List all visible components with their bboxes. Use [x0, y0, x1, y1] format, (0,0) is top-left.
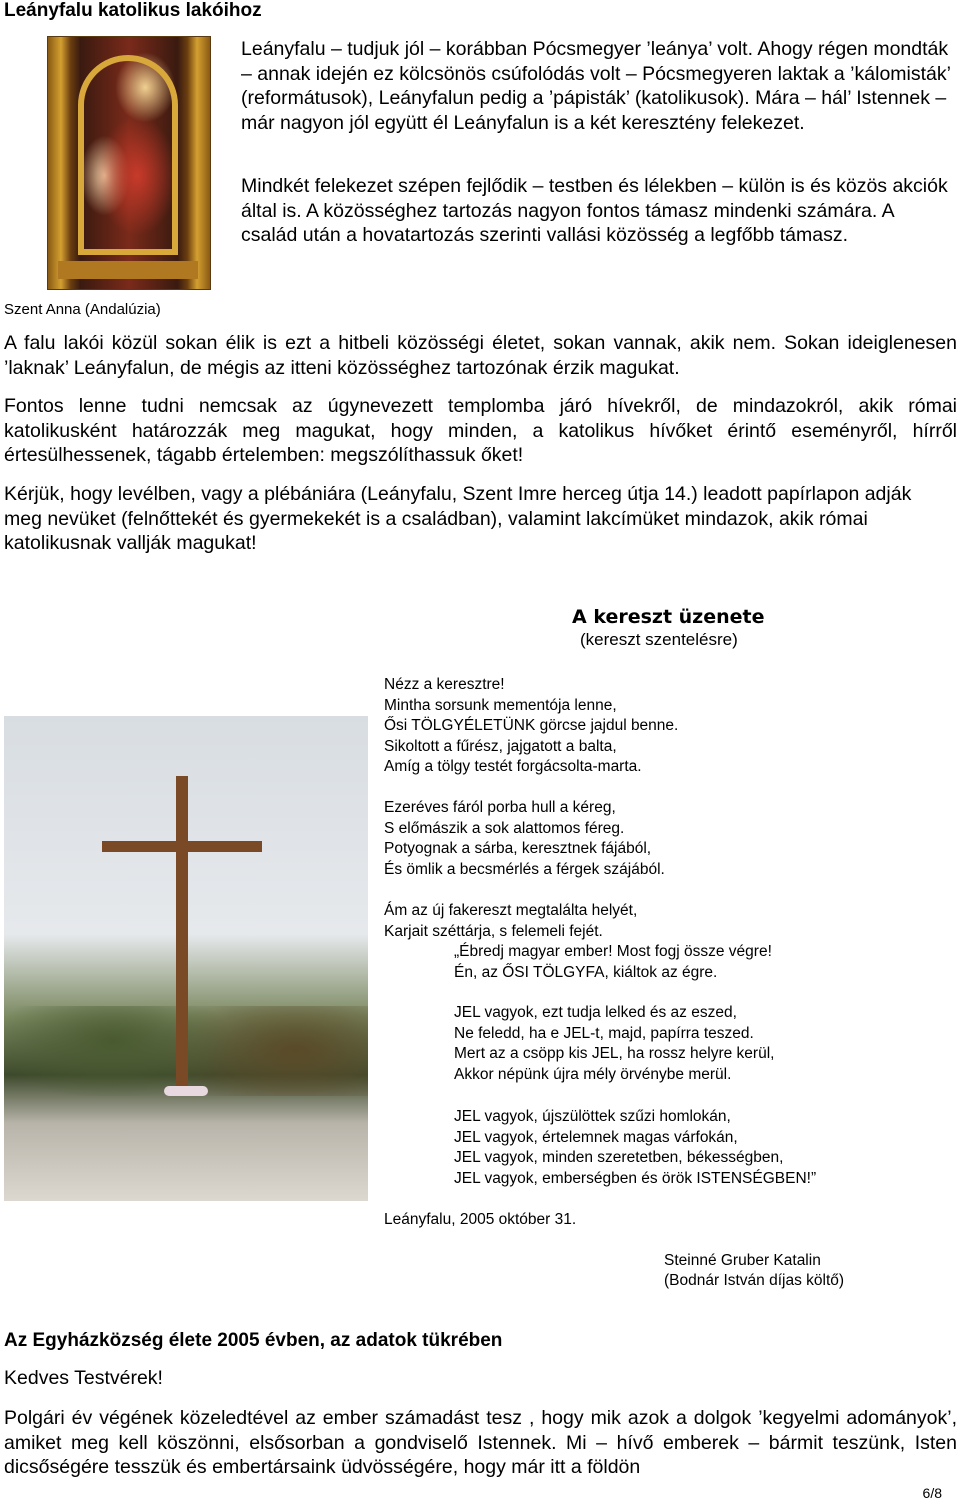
- poem-line: JEL vagyok, újszülöttek szűzi homlokán,: [454, 1108, 731, 1125]
- altar-arch: [78, 55, 178, 255]
- body-paragraph-5: Kérjük, hogy levélben, vagy a plébániára (Leányfalu, Szent Imre herceg útja 14.) leadott papírlapon adják meg nevüket (felnőttekét és gyermekekét is a családban), valamint lakcímüket mindazok, akik római katolikusnak vallják magukat!: [4, 483, 912, 554]
- poem-line: Akkor népünk újra mély örvénybe merül.: [454, 1065, 732, 1083]
- intro-paragraph-1: Leányfalu – tudjuk jól – korábban Pócsmegyer ’leánya’ volt. Ahogy régen mondták – annak idején ez kölcsönös csúfolódás volt – Pócsmegyeren laktak a ’kálomisták’ (reformátusok), Leányfalun pedig a ’pápisták’ (katolikusok). Mára – hál’ Istennek – már nagyon jól együtt él Leányfalun is a két keresztény felekezet.: [241, 38, 951, 134]
- saint-anne-photo: [47, 36, 211, 290]
- poem-stanza-4: [454, 1003, 774, 1085]
- poem-line: JEL vagyok, emberségben és örök ISTENSÉGBEN!”: [454, 1169, 817, 1187]
- cross-photo: [4, 716, 368, 1201]
- poem-line: Mintha sorsunk mementója lenne,: [384, 696, 617, 714]
- body-paragraph-4: Fontos lenne tudni nemcsak az úgynevezett templomba járó hívekről, de mindazokról, akik római katolikusként határozzák meg magukat, hogy minden, a katolikus hívőket érintő eseményről, hírről értesülhessenek, tágabb értelemben: megszólíthassuk őket!: [4, 395, 957, 466]
- poem-line: Ezeréves fáról porba hull a kéreg,: [384, 799, 616, 816]
- poem-line: JEL vagyok, értelemnek magas várfokán,: [454, 1128, 738, 1146]
- altar-base: [58, 261, 198, 279]
- greeting: Kedves Testvérek!: [4, 1367, 163, 1389]
- poem-stanza-3a: [384, 901, 637, 942]
- poem-line: Ősi TÖLGYÉLETÜNK görcse jajdul benne.: [384, 717, 679, 735]
- poem-line: Mert az a csöpp kis JEL, ha rossz helyre kerül,: [454, 1045, 775, 1063]
- poem-subtitle: (kereszt szentelésre): [580, 630, 738, 649]
- poem-line: Potyognak a sárba, keresztnek fájából,: [384, 840, 652, 858]
- article-title: Leányfalu katolikus lakóihoz: [4, 0, 262, 21]
- poem-line: S előmászik a sok alattomos féreg.: [384, 819, 625, 837]
- poem-title: A kereszt üzenete: [572, 606, 765, 628]
- body-paragraph-3: A falu lakói közül sokan élik is ezt a hitbeli közösségi életet, sokan vannak, akik nem. Sokan ideiglenesen ’laknak’ Leányfalun, de mégis az itteni közösséghez tartozónak érzik magukat.: [4, 332, 957, 379]
- poem-author-note: (Bodnár István díjas költő): [664, 1272, 845, 1289]
- poem-line: JEL vagyok, ezt tudja lelked és az eszed,: [454, 1004, 737, 1021]
- flowers: [164, 1086, 208, 1096]
- cross-horizontal-beam: [102, 841, 262, 852]
- poem-author: Steinné Gruber Katalin: [664, 1252, 821, 1269]
- poem-stanza-3b: [454, 942, 772, 983]
- poem-stanza-2: [384, 798, 665, 880]
- poem-line: „Ébredj magyar ember! Most fogj össze végre!: [454, 943, 772, 960]
- poem-line: Ne feledd, ha e JEL-t, majd, papírra teszed.: [454, 1024, 754, 1042]
- poem-line: Nézz a keresztre!: [384, 676, 505, 693]
- poem-line: Sikoltott a fűrész, jajgatott a balta,: [384, 737, 617, 755]
- photo-caption: Szent Anna (Andalúzia): [4, 301, 161, 318]
- poem-line: JEL vagyok, minden szeretetben, békességben,: [454, 1149, 784, 1167]
- poem-line: Amíg a tölgy testét forgácsolta-marta.: [384, 758, 642, 776]
- section-title: Az Egyházközség élete 2005 évben, az adatok tükrében: [4, 1330, 503, 1351]
- page-number: 6/8: [922, 1485, 942, 1501]
- section-paragraph-1: Polgári év végének közeledtével az ember számadást tesz , hogy mik azok a dolgok ’kegyelmi adományok’, amiket meg kell köszönni, elsősorban a gondviselő Istennek. Mi – hívő emberek – bármit teszünk, Isten dicsőségére tesszük és embertársaink üdvösségére, hogy már itt a földön: [4, 1407, 957, 1478]
- poem-line: Én, az ŐSI TÖLGYFA, kiáltok az égre.: [454, 963, 718, 981]
- poem-line: És ömlik a becsmérlés a férgek szájából.: [384, 860, 665, 878]
- poem-place-date: Leányfalu, 2005 október 31.: [384, 1211, 577, 1228]
- poem-stanza-5: [454, 1107, 816, 1189]
- poem-line: Karjait széttárja, s felemeli fejét.: [384, 922, 603, 940]
- poem-line: Ám az új fakereszt megtalálta helyét,: [384, 902, 638, 919]
- cross-vertical-beam: [176, 776, 188, 1096]
- poem-stanza-1: [384, 675, 678, 778]
- intro-paragraph-2: Mindkét felekezet szépen fejlődik – testben és lélekben – külön is és közös akciók által is. A közösséghez tartozás nagyon fontos támasz mindenki számára. A család után a hovatartozás szerinti vallási közösség a legfőbb támasz.: [241, 175, 948, 246]
